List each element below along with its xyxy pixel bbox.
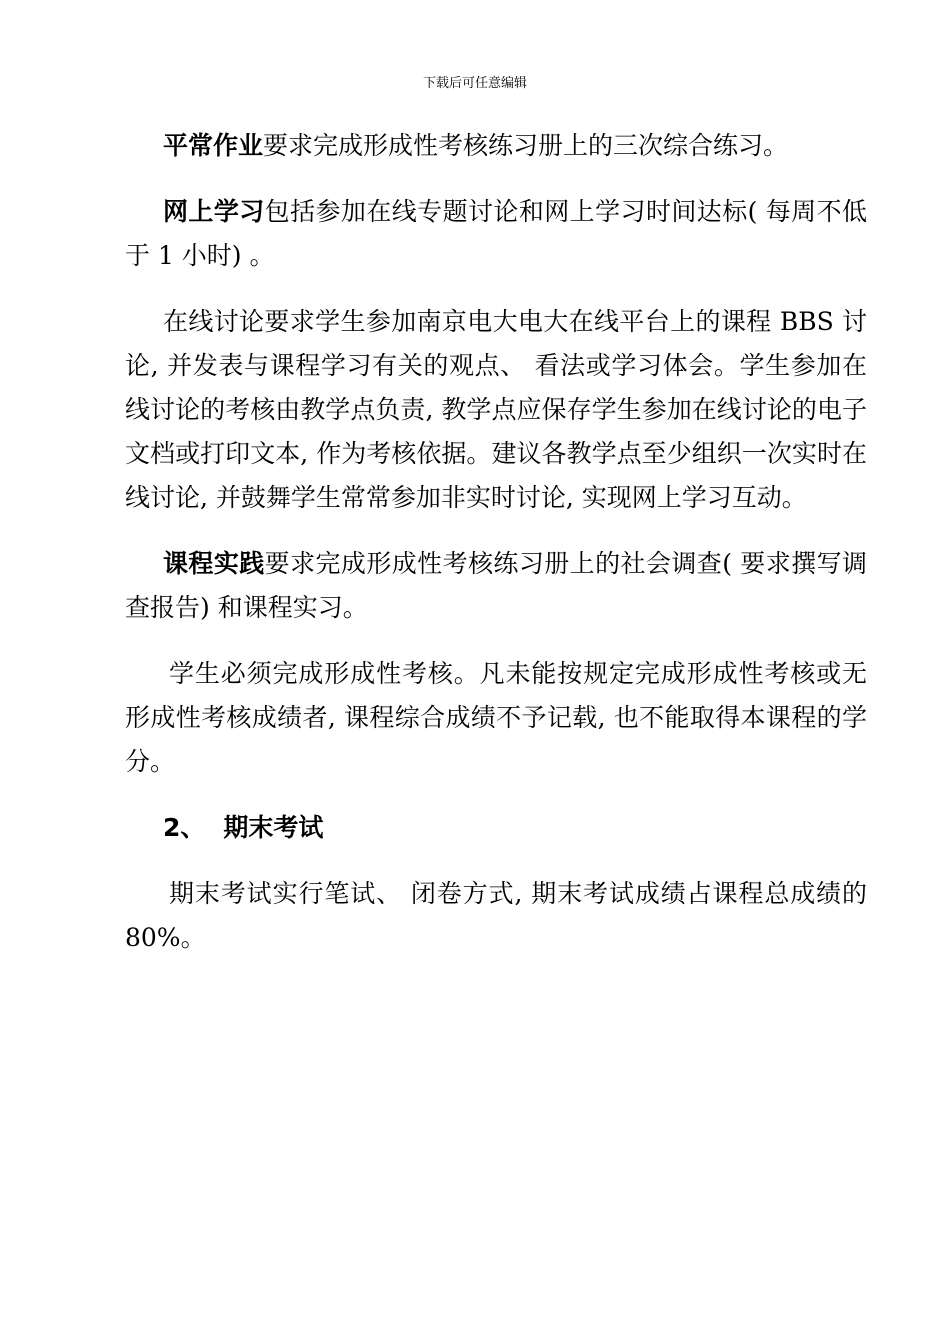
page-header: 下载后可任意编辑 xyxy=(422,76,527,91)
section-heading xyxy=(125,806,867,850)
practice-label: 课程实践 xyxy=(163,549,265,578)
homework-text: 要求完成形成性考核练习册上的三次综合练习。 xyxy=(263,131,789,160)
section-title: 期末考试 xyxy=(223,813,324,842)
online-study-label: 网上学习 xyxy=(163,197,265,226)
homework-paragraph xyxy=(125,124,867,168)
homework-label: 平常作业 xyxy=(163,131,264,160)
final-exam-paragraph: 期末考试实行笔试、 闭卷方式, 期末考试成绩占课程总成绩的 80%。 xyxy=(125,879,867,952)
requirement-paragraph: 学生必须完成形成性考核。凡未能按规定完成形成性考核或无形成性考核成绩者, 课程综合成绩不予记载, 也不能取得本课程的学分。 xyxy=(125,659,867,776)
practice-text: 要求完成形成性考核练习册上的社会调查( 要求撰写调查报告) 和课程实习。 xyxy=(125,549,867,622)
online-study-text: 包括参加在线专题讨论和网上学习时间达标( 每周不低于 1 小时) 。 xyxy=(125,197,867,270)
online-discussion-paragraph: 在线讨论要求学生参加南京电大电大在线平台上的课程 BBS 讨论, 并发表与课程学习有关的观点、 看法或学习体会。学生参加在线讨论的考核由教学点负责, 教学点应保存学生参加在线讨论的电子文档或打印文本, 作为考核依据。建议各教学点至少组织一次实时在线讨论, 并鼓舞学生常常参加非实时讨论, 实现网上学习互动。 xyxy=(125,307,867,512)
document-body xyxy=(125,124,867,982)
practice-paragraph xyxy=(125,542,867,630)
section-number: 2、 xyxy=(163,813,206,842)
online-study-paragraph xyxy=(125,190,867,278)
